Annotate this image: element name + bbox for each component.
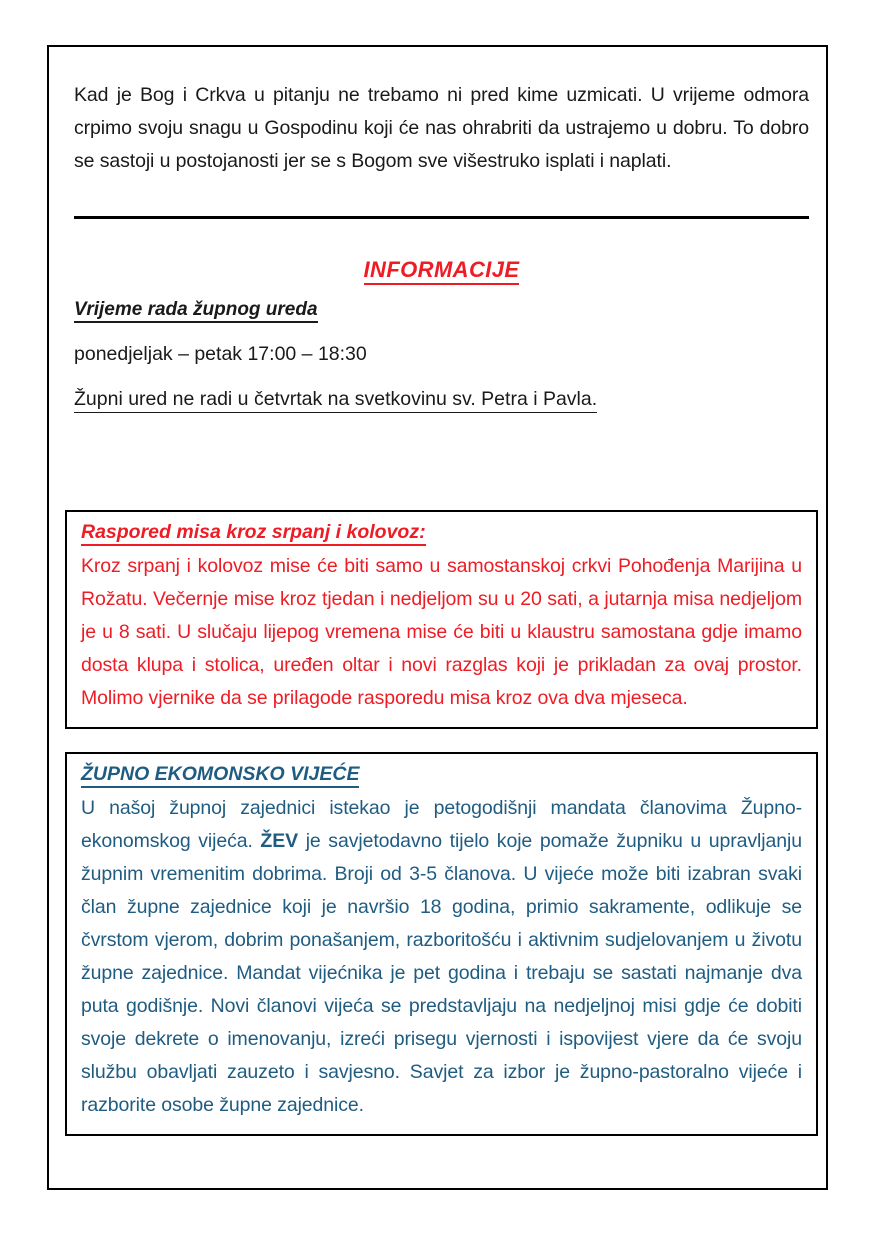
council-body-part2: je savjetodavno tijelo koje pomaže župniku u upravljanju župnim vremenitim dobrima. Broji od 3-5 članova. U vijeće može biti izabran svaki član župne zajednice koji je navršio 18 godina, primio sakramente, odlikuje se čvrstom vjerom, dobrim ponašanjem, razboritošću i aktivnim sudjelovanjem u životu župne zajednice. Mandat vijećnika je pet godina i trebaju se sastati najmanje dva puta godišnje. Novi članovi vijeća se predstavljaju na nedjeljnoj misi gdje će dobiti svoje dekrete o imenovanju, izreći prisegu vjernosti i ispovijest vjere da će svoju službu obavljati zauzeto i savjesno. Savjet za izbor je župno-pastoralno vijeće i razborite osobe župne zajednice. xyxy=(81,830,802,1116)
council-heading-text: ŽUPNO EKOMONSKO VIJEĆE xyxy=(81,763,359,788)
council-body xyxy=(81,792,802,1122)
office-hours-title-text: Vrijeme rada župnog ureda xyxy=(74,299,318,323)
council-heading xyxy=(81,763,802,786)
mass-schedule-body: Kroz srpanj i kolovoz mise će biti samo u samostanskoj crkvi Pohođenja Marijina u Rožatu. Večernje mise kroz tjedan i nedjeljom su u 20 sati, a jutarnja misa nedjeljom je u 8 sati. U slučaju lijepog vremena mise će biti u klaustru samostana gdje imamo dosta klupa i stolica, uređen oltar i novi razglas koji je prikladan za ovaj prostor. Molimo vjernike da se prilagode rasporedu misa kroz ova dva mjeseca. xyxy=(81,555,802,709)
council-box xyxy=(65,752,818,1136)
office-closed-notice xyxy=(74,388,809,411)
mass-schedule-heading-text: Raspored misa kroz srpanj i kolovoz: xyxy=(81,521,426,546)
section-divider xyxy=(74,216,809,219)
council-body-part1: U našoj župnoj zajednici istekao je petogodišnji mandata članovima Župno-ekonomskog vijeća. xyxy=(81,797,802,852)
mass-schedule-box xyxy=(65,510,818,729)
informacije-heading-text: INFORMACIJE xyxy=(364,257,520,285)
office-hours-value: ponedjeljak – petak 17:00 – 18:30 xyxy=(74,343,367,365)
intro-section xyxy=(74,79,809,178)
intro-paragraph: Kad je Bog i Crkva u pitanju ne trebamo ni pred kime uzmicati. U vrijeme odmora crpimo svoju snagu u Gospodinu koji će nas ohrabriti da ustrajemo u dobru. To dobro se sastoji u postojanosti jer se s Bogom sve višestruko isplati i naplati. xyxy=(74,84,809,172)
page-content xyxy=(74,47,809,411)
document-page xyxy=(47,45,828,1190)
office-closed-notice-text: Župni ured ne radi u četvrtak na svetkovinu sv. Petra i Pavla. xyxy=(74,388,597,413)
office-hours-title xyxy=(74,299,809,321)
mass-schedule-heading xyxy=(81,521,802,544)
council-body-emphasis: ŽEV xyxy=(260,830,299,852)
informacije-heading xyxy=(74,257,809,283)
